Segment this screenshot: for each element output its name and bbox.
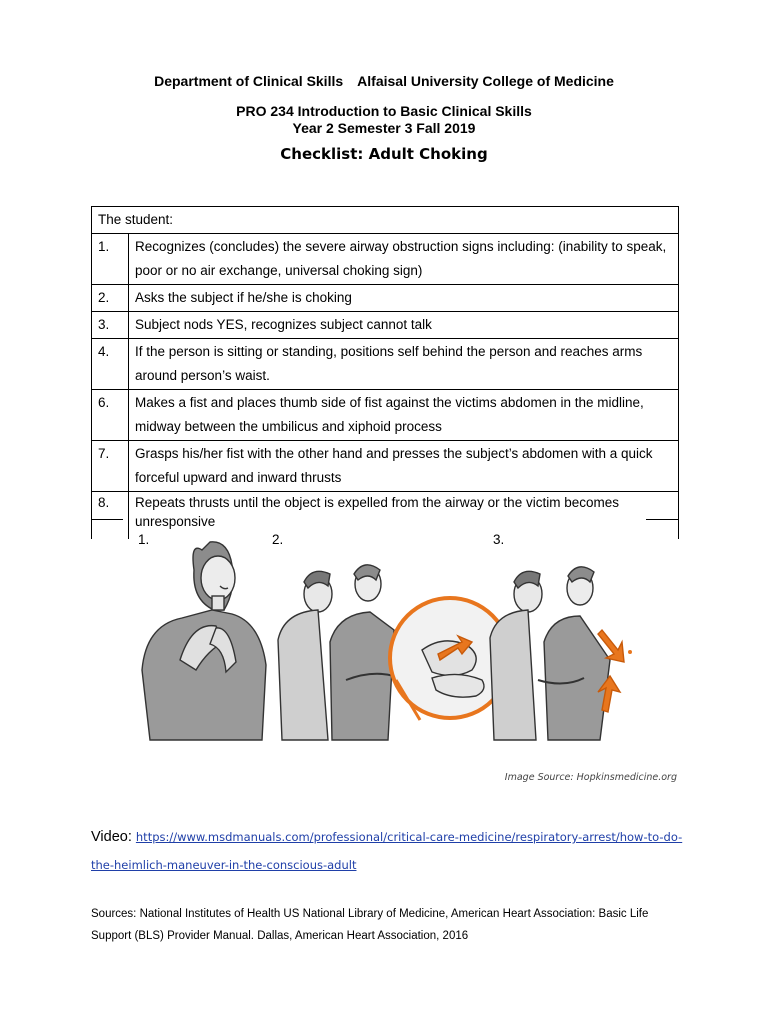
step-number: 4. (92, 339, 129, 390)
video-reference (91, 823, 691, 879)
step-text: Subject nods YES, recognizes subject cannot talk (129, 312, 679, 339)
step-number: 2. (92, 285, 129, 312)
checklist-table (91, 206, 679, 539)
abdominal-thrust-figure (490, 567, 632, 740)
image-source-credit: Image Source: Hopkinsmedicine.org (504, 772, 677, 783)
table-row (92, 312, 679, 339)
figure-label-3: 3. (493, 532, 505, 547)
checklist-title: Checklist: Adult Choking (280, 145, 488, 163)
course-term: Year 2 Semester 3 Fall 2019 (292, 120, 476, 136)
sources-note: Sources: National Institutes of Health US National Library of Medicine, American Heart Association: Basic Life Support (BLS) Provider Manual. Dallas, American Heart Association, 2016 (91, 908, 649, 942)
step-number: 3. (92, 312, 129, 339)
table-intro: The student: (92, 207, 679, 234)
header-department (0, 73, 768, 89)
table-row (92, 339, 679, 390)
department-name: Department of Clinical Skills (154, 73, 344, 89)
step-number: 8. (92, 492, 129, 540)
video-link[interactable]: https://www.msdmanuals.com/professional/critical-care-medicine/respiratory-arrest/how-to-do-the-heimlich-maneuver-in-the-conscious-adult (91, 830, 683, 872)
choking-person-figure (142, 542, 266, 740)
step-number: 7. (92, 441, 129, 492)
course-title: PRO 234 Introduction to Basic Clinical Skills (236, 103, 532, 119)
table-row (92, 390, 679, 441)
figure-label-1: 1. (138, 532, 150, 547)
step-number: 1. (92, 234, 129, 285)
college-name: Alfaisal University College of Medicine (357, 73, 614, 89)
step-text: Repeats thrusts until the object is expelled from the airway or the victim becomes unresponsive (129, 492, 679, 540)
table-row (92, 441, 679, 492)
step-text: Recognizes (concludes) the severe airway obstruction signs including: (inability to speak, poor or no air exchange, universal choking sign) (129, 234, 679, 285)
table-bottom-rule-right (646, 519, 679, 520)
step-text: Asks the subject if he/she is choking (129, 285, 679, 312)
table-bottom-rule-left (91, 519, 123, 520)
table-row (92, 285, 679, 312)
rescuer-behind-victim-figure (278, 565, 510, 740)
step-text: Makes a fist and places thumb side of fist against the victims abdomen in the midline, midway between the umbilicus and xiphoid process (129, 390, 679, 441)
figure-label-2: 2. (272, 532, 284, 547)
video-label: Video: (91, 829, 132, 845)
table-row (92, 234, 679, 285)
step-text: Grasps his/her fist with the other hand and presses the subject’s abdomen with a quick forceful upward and inward thrusts (129, 441, 679, 492)
step-text: If the person is sitting or standing, positions self behind the person and reaches arms around person’s waist. (129, 339, 679, 390)
heimlich-illustration (132, 530, 652, 752)
step-number: 6. (92, 390, 129, 441)
